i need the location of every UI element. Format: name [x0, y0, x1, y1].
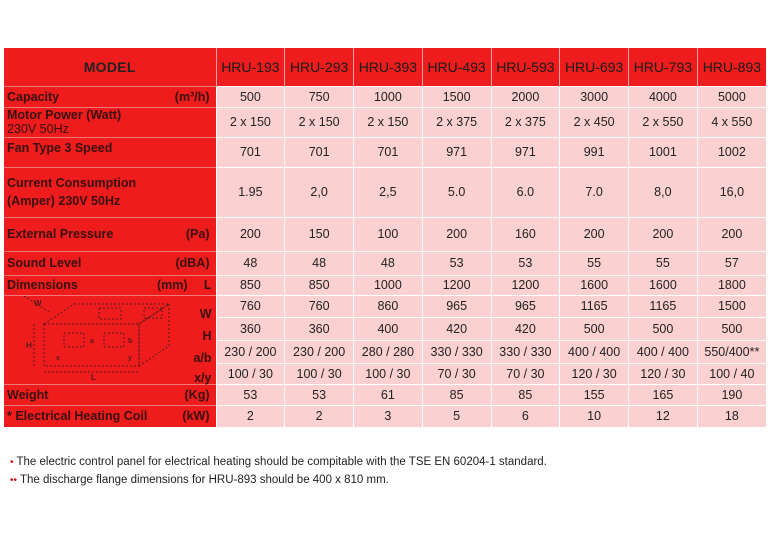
table-cell: 1002 [697, 137, 766, 167]
table-cell: 200 [216, 217, 285, 251]
table-cell: 200 [629, 217, 698, 251]
header-row [4, 48, 766, 86]
label-text: * Electrical Heating Coil [7, 409, 148, 424]
table-cell: 2000 [491, 86, 560, 107]
table-cell: 360 [216, 318, 285, 341]
row-weight [4, 384, 766, 405]
table-cell: 53 [285, 384, 354, 405]
table-cell: 330 / 330 [491, 341, 560, 364]
table-cell: 400 / 400 [560, 341, 629, 364]
model-name: HRU-393 [354, 48, 423, 86]
table-cell: 850 [285, 275, 354, 295]
table-cell: 53 [216, 384, 285, 405]
table-cell: 360 [285, 318, 354, 341]
table-cell: 3 [354, 405, 423, 427]
table-cell: 2 x 150 [216, 107, 285, 137]
table-cell: 200 [422, 217, 491, 251]
table-cell: 330 / 330 [422, 341, 491, 364]
table-cell: 400 / 400 [629, 341, 698, 364]
model-name: HRU-693 [560, 48, 629, 86]
row-label-current-consumption [4, 167, 216, 217]
row-fan-type [4, 137, 766, 167]
table-cell: 701 [285, 137, 354, 167]
table-cell: 100 / 30 [216, 363, 285, 384]
footnote-text: The discharge flange dimensions for HRU-893 should be 400 x 810 mm. [20, 474, 389, 486]
table-cell: 1800 [697, 275, 766, 295]
diagram-label-a: a [90, 337, 94, 345]
footnote-marker: • [10, 457, 14, 468]
label-text: Motor Power (Watt) [7, 108, 122, 122]
unit-text: (mm) [156, 278, 188, 292]
table-cell: 155 [560, 384, 629, 405]
diagram-label-x: x [56, 354, 60, 362]
sub-label-xy: x/y [194, 370, 212, 385]
diagram-label-w: W [34, 298, 42, 308]
table-cell: 971 [422, 137, 491, 167]
model-header-label: MODEL [4, 48, 216, 86]
table-cell: 1001 [629, 137, 698, 167]
table-cell: 1500 [697, 295, 766, 318]
model-name: HRU-793 [629, 48, 698, 86]
table-cell: 420 [422, 318, 491, 341]
table-cell: 1500 [422, 86, 491, 107]
model-name: HRU-593 [491, 48, 560, 86]
model-name: HRU-493 [422, 48, 491, 86]
table-cell: 1165 [560, 295, 629, 318]
diagram-label-b: b [128, 337, 133, 345]
table-cell: 2,0 [285, 167, 354, 217]
table-cell: 100 / 30 [285, 363, 354, 384]
table-cell: 550/400** [697, 341, 766, 364]
table-cell: 5000 [697, 86, 766, 107]
table-cell: 8,0 [629, 167, 698, 217]
table-cell: 400 [354, 318, 423, 341]
model-name: HRU-293 [285, 48, 354, 86]
table-cell: 1200 [491, 275, 560, 295]
table-cell: 85 [491, 384, 560, 405]
sub-label-ab: a/b [193, 350, 212, 365]
row-motor-power [4, 107, 766, 137]
table-cell: 2 x 375 [491, 107, 560, 137]
unit-text: (kW) [182, 409, 210, 424]
unit-dimension-diagram [4, 296, 216, 384]
table-cell: 701 [216, 137, 285, 167]
table-cell: 965 [422, 295, 491, 318]
table-cell: 48 [285, 251, 354, 275]
table-cell: 55 [629, 251, 698, 275]
table-cell: 48 [216, 251, 285, 275]
sub-label-l: L [203, 278, 212, 292]
row-label-electrical-heating-coil [4, 405, 216, 427]
row-label-fan-type [4, 137, 216, 167]
table-cell: 230 / 200 [285, 341, 354, 364]
table-cell: 100 [354, 217, 423, 251]
row-label-weight [4, 384, 216, 405]
label-text: Current Consumption [7, 176, 137, 190]
table-cell: 18 [697, 405, 766, 427]
table-cell: 1000 [354, 275, 423, 295]
table-cell: 500 [629, 318, 698, 341]
table-cell: 5 [422, 405, 491, 427]
spec-table [4, 48, 766, 427]
label-text: External Pressure [7, 227, 114, 241]
diagram-label-y: y [128, 354, 132, 362]
diagram-label-l: L [91, 372, 96, 382]
row-current-consumption [4, 167, 766, 217]
model-name: HRU-193 [216, 48, 285, 86]
dimension-diagram-cell [4, 295, 216, 384]
table-cell: 420 [491, 318, 560, 341]
row-label-capacity [4, 86, 216, 107]
table-cell: 850 [216, 275, 285, 295]
table-cell: 2 x 150 [354, 107, 423, 137]
row-label-external-pressure [4, 217, 216, 251]
table-cell: 57 [697, 251, 766, 275]
table-cell: 1600 [629, 275, 698, 295]
table-cell: 16,0 [697, 167, 766, 217]
table-cell: 2 [285, 405, 354, 427]
table-cell: 2 x 375 [422, 107, 491, 137]
row-external-pressure [4, 217, 766, 251]
unit-text: (m³/h) [174, 89, 210, 104]
table-cell: 500 [697, 318, 766, 341]
table-cell: 53 [422, 251, 491, 275]
label-text: Fan Type 3 Speed [7, 140, 113, 155]
table-cell: 4000 [629, 86, 698, 107]
table-cell: 1200 [422, 275, 491, 295]
table-cell: 5.0 [422, 167, 491, 217]
table-cell: 120 / 30 [629, 363, 698, 384]
label-text: Dimensions [7, 278, 78, 292]
row-sound-level [4, 251, 766, 275]
table-cell: 12 [629, 405, 698, 427]
table-cell: 48 [354, 251, 423, 275]
table-cell: 120 / 30 [560, 363, 629, 384]
table-cell: 70 / 30 [422, 363, 491, 384]
table-cell: 200 [697, 217, 766, 251]
table-cell: 2 [216, 405, 285, 427]
unit-text: (Kg) [184, 387, 210, 402]
table-cell: 971 [491, 137, 560, 167]
table-cell: 100 / 30 [354, 363, 423, 384]
row-dimensions-w [4, 295, 766, 318]
table-cell: 70 / 30 [491, 363, 560, 384]
table-cell: 150 [285, 217, 354, 251]
table-cell: 965 [491, 295, 560, 318]
table-cell: 7.0 [560, 167, 629, 217]
table-cell: 61 [354, 384, 423, 405]
footnote-1 [10, 456, 547, 468]
table-cell: 1165 [629, 295, 698, 318]
table-cell: 280 / 280 [354, 341, 423, 364]
table-cell: 2,5 [354, 167, 423, 217]
unit-text: (dBA) [175, 256, 210, 270]
footnote-2 [10, 474, 389, 486]
table-cell: 230 / 200 [216, 341, 285, 364]
label-text: Weight [7, 387, 49, 402]
spec-table-wrapper [4, 48, 766, 427]
sub-label-h: H [202, 328, 212, 343]
table-cell: 200 [560, 217, 629, 251]
table-cell: 2 x 450 [560, 107, 629, 137]
row-dimensions-l [4, 275, 766, 295]
table-cell: 6 [491, 405, 560, 427]
table-cell: 991 [560, 137, 629, 167]
table-cell: 85 [422, 384, 491, 405]
table-cell: 6.0 [491, 167, 560, 217]
table-cell: 165 [629, 384, 698, 405]
table-cell: 500 [216, 86, 285, 107]
table-cell: 2 x 150 [285, 107, 354, 137]
table-cell: 500 [560, 318, 629, 341]
label-text: Sound Level [7, 256, 82, 270]
row-label-sound-level [4, 251, 216, 275]
row-label-motor-power [4, 107, 216, 137]
sub-label-w: W [199, 306, 212, 321]
label-text: Capacity [7, 89, 60, 104]
model-name: HRU-893 [697, 48, 766, 86]
table-cell: 750 [285, 86, 354, 107]
footnote-text: The electric control panel for electrical heating should be compitable with the TSE EN 60204-1 standard. [16, 456, 547, 468]
row-label-dimensions [4, 275, 216, 295]
table-cell: 701 [354, 137, 423, 167]
table-cell: 860 [354, 295, 423, 318]
unit-text: (Pa) [185, 227, 210, 241]
table-cell: 1.95 [216, 167, 285, 217]
table-cell: 760 [285, 295, 354, 318]
diagram-label-h: H [26, 340, 32, 350]
label-text-2: 230V 50Hz [7, 122, 69, 136]
table-cell: 1000 [354, 86, 423, 107]
table-cell: 160 [491, 217, 560, 251]
table-cell: 55 [560, 251, 629, 275]
footnote-marker: •• [10, 475, 18, 486]
table-cell: 760 [216, 295, 285, 318]
table-cell: 10 [560, 405, 629, 427]
table-cell: 3000 [560, 86, 629, 107]
label-text-2: (Amper) 230V 50Hz [7, 194, 121, 208]
table-cell: 53 [491, 251, 560, 275]
table-cell: 4 x 550 [697, 107, 766, 137]
table-cell: 190 [697, 384, 766, 405]
table-cell: 1600 [560, 275, 629, 295]
table-cell: 100 / 40 [697, 363, 766, 384]
table-cell: 2 x 550 [629, 107, 698, 137]
row-electrical-heating-coil [4, 405, 766, 427]
row-capacity [4, 86, 766, 107]
